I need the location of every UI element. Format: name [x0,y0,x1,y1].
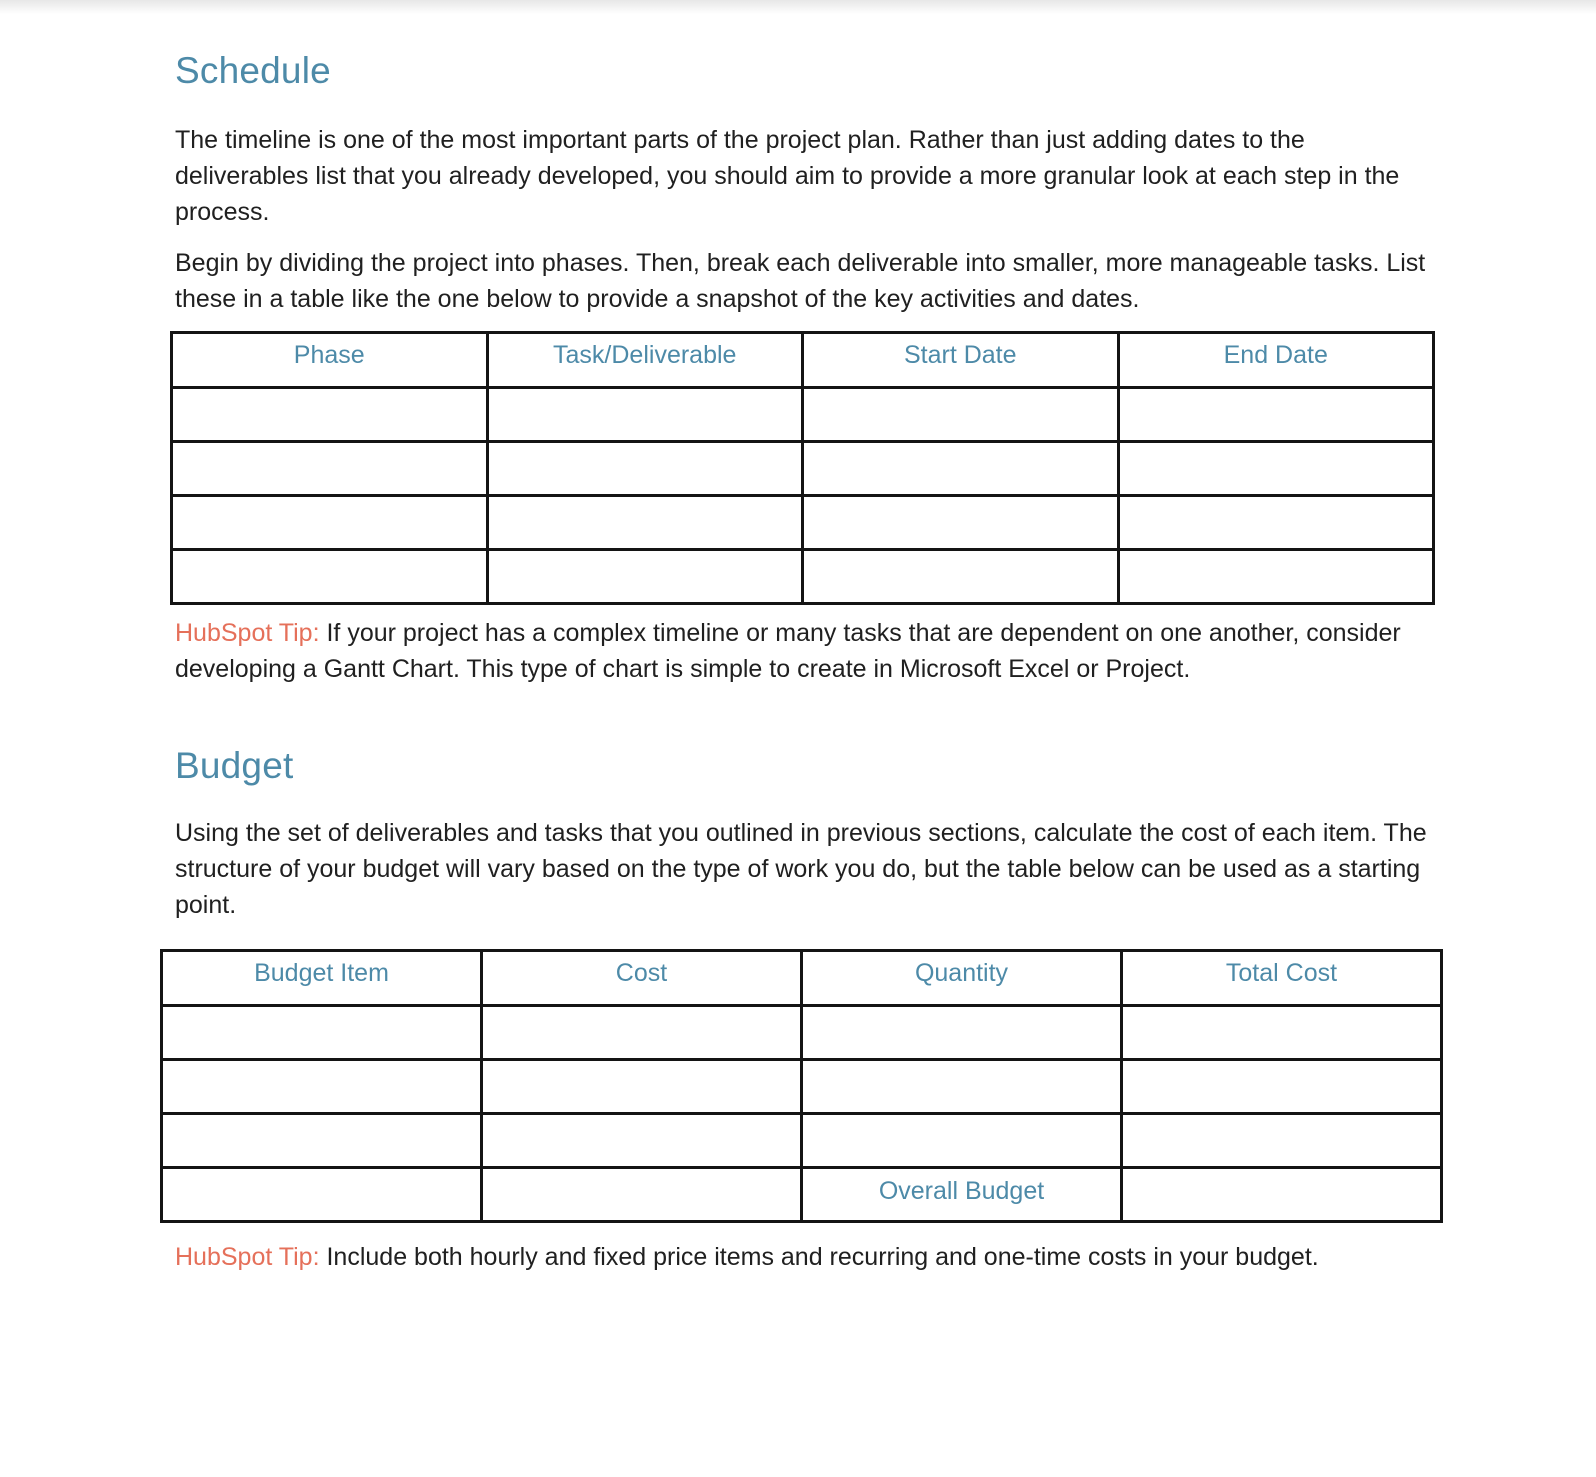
table-cell-empty [1122,1060,1442,1114]
schedule-table-row [172,442,1434,496]
budget-table [160,949,1443,1223]
table-cell-empty [487,496,803,550]
table-cell-empty [803,550,1119,604]
budget-column-header-budget-item: Budget Item [162,951,482,1006]
budget-paragraph-1: Using the set of deliverables and tasks that you outlined in previous sections, calculate the cost of each item. The structure of your budget will vary based on the type of work you do, but the table below can be used as a starting point. [175,819,1427,919]
budget-column-header-total-cost: Total Cost [1122,951,1442,1006]
table-cell-empty [162,1006,482,1060]
table-cell-empty [482,1114,802,1168]
schedule-column-header-task-deliverable: Task/Deliverable [487,333,803,388]
budget-section-title: Budget [175,745,294,786]
table-cell-empty [172,550,488,604]
table-cell-empty [482,1060,802,1114]
schedule-table [170,331,1435,605]
table-cell-empty [803,388,1119,442]
schedule-table-row [172,496,1434,550]
tip-text: Include both hourly and fixed price items and recurring and one-time costs in your budget. [326,1243,1319,1271]
budget-table-header-row [162,951,1442,1006]
table-cell-empty [162,1060,482,1114]
table-cell-empty [482,1006,802,1060]
tip-text: If your project has a complex timeline or many tasks that are dependent on one another, consider developing a Gantt Chart. This type of chart is simple to create in Microsoft Excel or Project. [175,619,1401,683]
budget-column-header-quantity: Quantity [802,951,1122,1006]
table-cell-empty [1118,550,1434,604]
schedule-paragraph-2: Begin by dividing the project into phases. Then, break each deliverable into smaller, more manageable tasks. List these in a table like the one below to provide a snapshot of the key activities and dates. [175,249,1426,313]
schedule-paragraph-1: The timeline is one of the most important parts of the project plan. Rather than just adding dates to the deliverables list that you already developed, you should aim to provide a more granular look at each step in the process. [175,126,1400,226]
schedule-hubspot-tip [175,615,1435,687]
table-cell-empty [802,1006,1122,1060]
tip-label: HubSpot Tip: [175,619,320,647]
table-cell-empty [162,1114,482,1168]
budget-table-row [162,1114,1442,1168]
table-cell-empty [172,442,488,496]
table-cell-empty [1118,388,1434,442]
table-cell-empty [1122,1006,1442,1060]
table-cell-empty [1122,1168,1442,1222]
table-cell-empty [1122,1114,1442,1168]
tip-label: HubSpot Tip: [175,1243,320,1271]
budget-table-row [162,1006,1442,1060]
schedule-column-header-end-date: End Date [1118,333,1434,388]
table-cell-empty [172,496,488,550]
table-cell-empty [487,442,803,496]
table-cell-empty [172,388,488,442]
overall-budget-label-cell: Overall Budget [802,1168,1122,1222]
table-cell-empty [482,1168,802,1222]
table-cell-empty [803,496,1119,550]
budget-table-row [162,1060,1442,1114]
schedule-column-header-phase: Phase [172,333,488,388]
schedule-column-header-start-date: Start Date [803,333,1119,388]
table-cell-empty [802,1060,1122,1114]
budget-hubspot-tip [175,1239,1435,1275]
budget-column-header-cost: Cost [482,951,802,1006]
table-cell-empty [803,442,1119,496]
table-cell-empty [162,1168,482,1222]
schedule-table-row [172,550,1434,604]
table-cell-empty [1118,496,1434,550]
table-cell-empty [1118,442,1434,496]
schedule-table-header-row [172,333,1434,388]
table-cell-empty [802,1114,1122,1168]
budget-table-overall-row [162,1168,1442,1222]
schedule-table-row [172,388,1434,442]
page-top-edge-shading [0,0,1596,14]
table-cell-empty [487,550,803,604]
schedule-section-title: Schedule [175,50,331,91]
table-cell-empty [487,388,803,442]
